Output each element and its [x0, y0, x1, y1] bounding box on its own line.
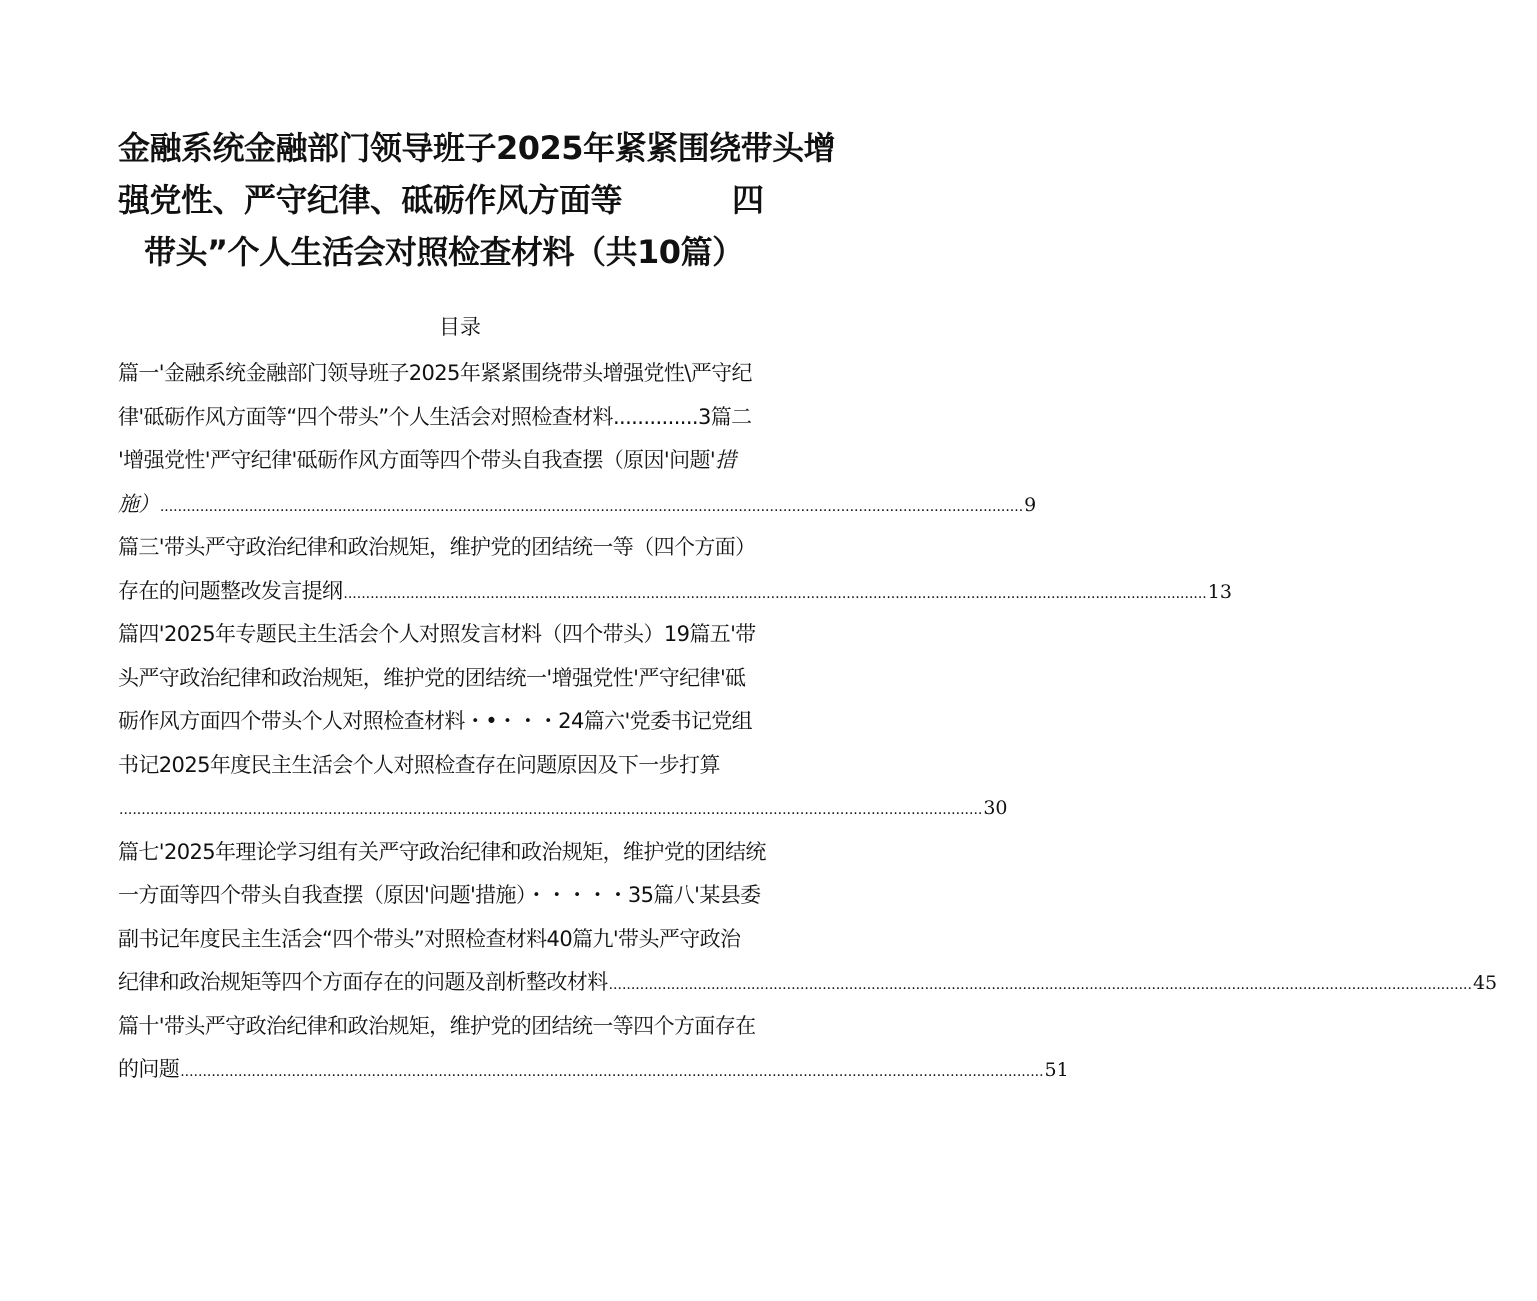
toc-leader-dots: .............. [612, 404, 698, 429]
toc-page-number: 51 [1044, 1059, 1069, 1081]
toc-line[interactable] [118, 439, 848, 483]
toc-line[interactable] [118, 961, 1498, 1005]
toc-line[interactable] [118, 787, 1008, 831]
toc-page-number: 45 [1472, 972, 1498, 994]
table-of-contents [118, 352, 1498, 1092]
toc-line[interactable] [118, 483, 1037, 527]
toc-line-text: 存在的问题整改发言提纲 [118, 578, 343, 603]
toc-line[interactable] [118, 570, 1232, 614]
title-line-2 [118, 174, 848, 226]
toc-line-italic-text: 措 [715, 448, 736, 472]
toc-page-number: 9 [1024, 493, 1037, 516]
toc-line[interactable]: 副书记年度民主生活会“四个带头”对照检查材料40篇九'带头严守政治 [118, 926, 741, 951]
title-line-1: 金融系统金融部门领导班子2025年紧紧围绕带头增 [118, 129, 836, 167]
toc-leader-dots: .................................................................................................................................................................................................. [119, 802, 983, 818]
toc-leader-dots: .................................................................................................................................................................................................. [159, 498, 1024, 515]
toc-leader-dots: .................................................................................................................................................................................................. [608, 977, 1472, 993]
toc-page-number: 30 [983, 797, 1008, 819]
toc-line[interactable]: 篇四'2025年专题民主生活会个人对照发言材料（四个带头）19篇五'带 [118, 622, 756, 646]
toc-line[interactable]: 篇十'带头严守政治纪律和政治规矩，维护党的团结统一等四个方面存在 [118, 1013, 756, 1038]
toc-line[interactable]: 头严守政治纪律和政治规矩，维护党的团结统一'增强党性'严守纪律'砥 [118, 665, 746, 690]
toc-line[interactable] [118, 396, 848, 440]
toc-line[interactable]: 篇一'金融系统金融部门领导班子2025年紧紧围绕带头增强党性\严守纪 [118, 361, 752, 385]
toc-line[interactable]: 砺作风方面四个带头个人对照检查材料・•・・・24篇六'党委书记党组 [118, 709, 753, 733]
toc-line-text: 施） [118, 491, 159, 516]
title-line-2-end: 四 [732, 181, 764, 219]
toc-line-tail: 3篇二 [698, 404, 752, 429]
toc-line[interactable] [118, 1048, 1069, 1092]
toc-line[interactable]: 篇三'带头严守政治纪律和政治规矩，维护党的团结统一等（四个方面） [118, 535, 756, 559]
title-line-3: 带头”个人生活会对照检查材料（共10篇） [144, 233, 744, 271]
document-title [118, 122, 848, 278]
toc-line[interactable]: 一方面等四个带头自我查摆（原因'问题'措施）・・・・・35篇八'某县委 [118, 883, 761, 907]
toc-line[interactable]: 书记2025年度民主生活会个人对照检查存在问题原因及下一步打算 [118, 752, 720, 777]
toc-heading: 目录 [439, 315, 481, 339]
toc-line[interactable]: 篇七'2025年理论学习组有关严守政治纪律和政治规矩，维护党的团结统 [118, 839, 766, 864]
toc-line-text: 律'砥砺作风方面等“四个带头”个人生活会对照检查材料 [118, 404, 613, 429]
toc-leader-dots: .................................................................................................................................................................................................. [343, 585, 1207, 602]
title-line-2-text: 强党性、严守纪律、砥砺作风方面等 [118, 181, 623, 219]
toc-line-text: 纪律和政治规矩等四个方面存在的问题及剖析整改材料 [118, 970, 608, 994]
toc-page-number: 13 [1207, 580, 1232, 603]
toc-leader-dots: .................................................................................................................................................................................................. [180, 1064, 1044, 1080]
toc-line-text: 的问题 [118, 1057, 180, 1081]
toc-line-text: '增强党性'严守纪律'砥砺作风方面等四个带头自我查摆（原因'问题' [118, 448, 716, 472]
